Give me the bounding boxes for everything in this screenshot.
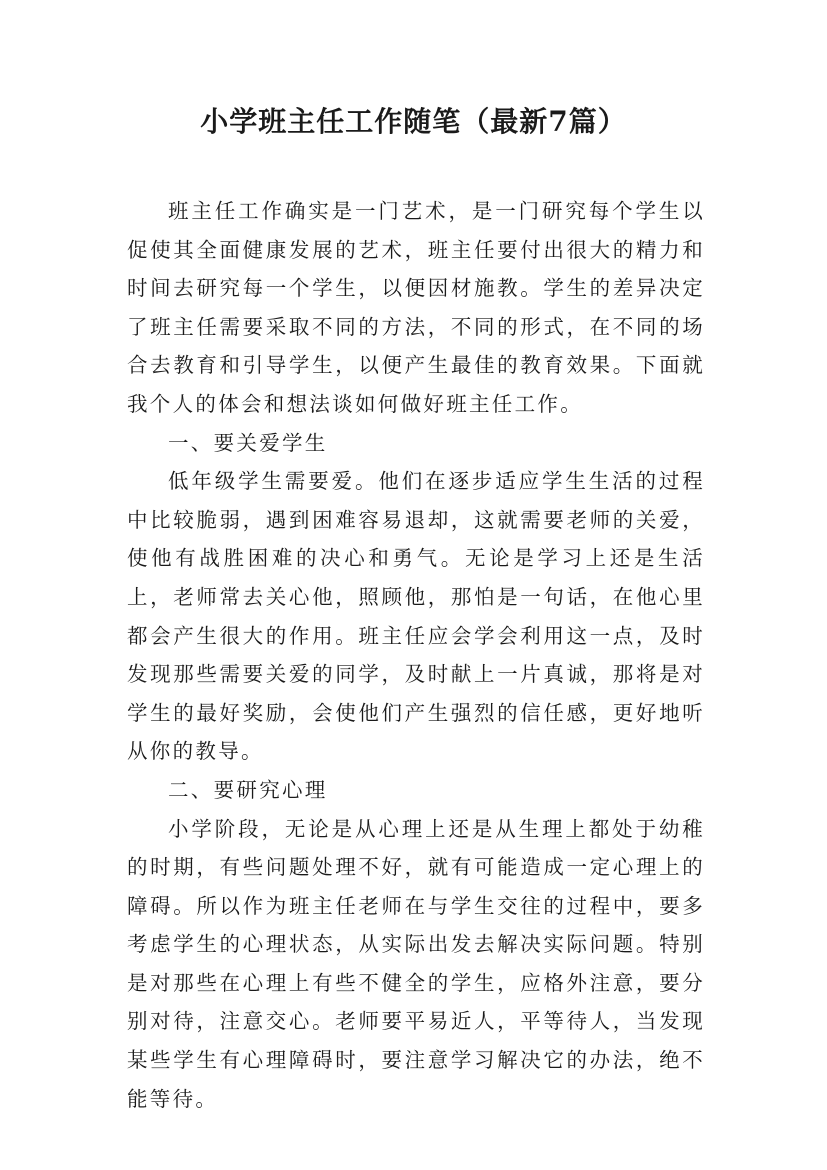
section-heading-2: 二、要研究心理 bbox=[168, 777, 328, 802]
intro-paragraph: 班主任工作确实是一门艺术，是一门研究每个学生以促使其全面健康发展的艺术，班主任要付出很大的精力和时间去研究每一个学生，以便因材施教。学生的差异决定了班主任需要采取不同的方法，不同的形式，在不同的场合去教育和引导学生，以便产生最佳的教育效果。下面就我个人的体会和想法谈如何做好班主任工作。 bbox=[127, 199, 705, 416]
document-body bbox=[127, 192, 705, 1118]
section-1-paragraph: 低年级学生需要爱。他们在逐步适应学生生活的过程中比较脆弱，遇到困难容易退却，这就需要老师的关爱，使他有战胜困难的决心和勇气。无论是学习上还是生活上，老师常去关心他，照顾他，那怕是一句话，在他心里都会产生很大的作用。班主任应会学会利用这一点，及时发现那些需要关爱的同学，及时献上一片真诚，那将是对学生的最好奖励，会使他们产生强烈的信任感，更好地听从你的教导。 bbox=[127, 469, 705, 764]
document-title: 小学班主任工作随笔（最新7篇） bbox=[200, 105, 627, 138]
section-heading-1: 一、要关爱学生 bbox=[168, 430, 328, 455]
section-2-paragraph: 小学阶段，无论是从心理上还是从生理上都处于幼稚的时期，有些问题处理不好，就有可能造成一定心理上的障碍。所以作为班主任老师在与学生交往的过程中，要多考虑学生的心理状态，从实际出发去解决实际问题。特别是对那些在心理上有些不健全的学生，应格外注意，要分别对待，注意交心。老师要平易近人，平等待人，当发现某些学生有心理障碍时，要注意学习解决它的办法，绝不能等待。 bbox=[127, 816, 705, 1111]
